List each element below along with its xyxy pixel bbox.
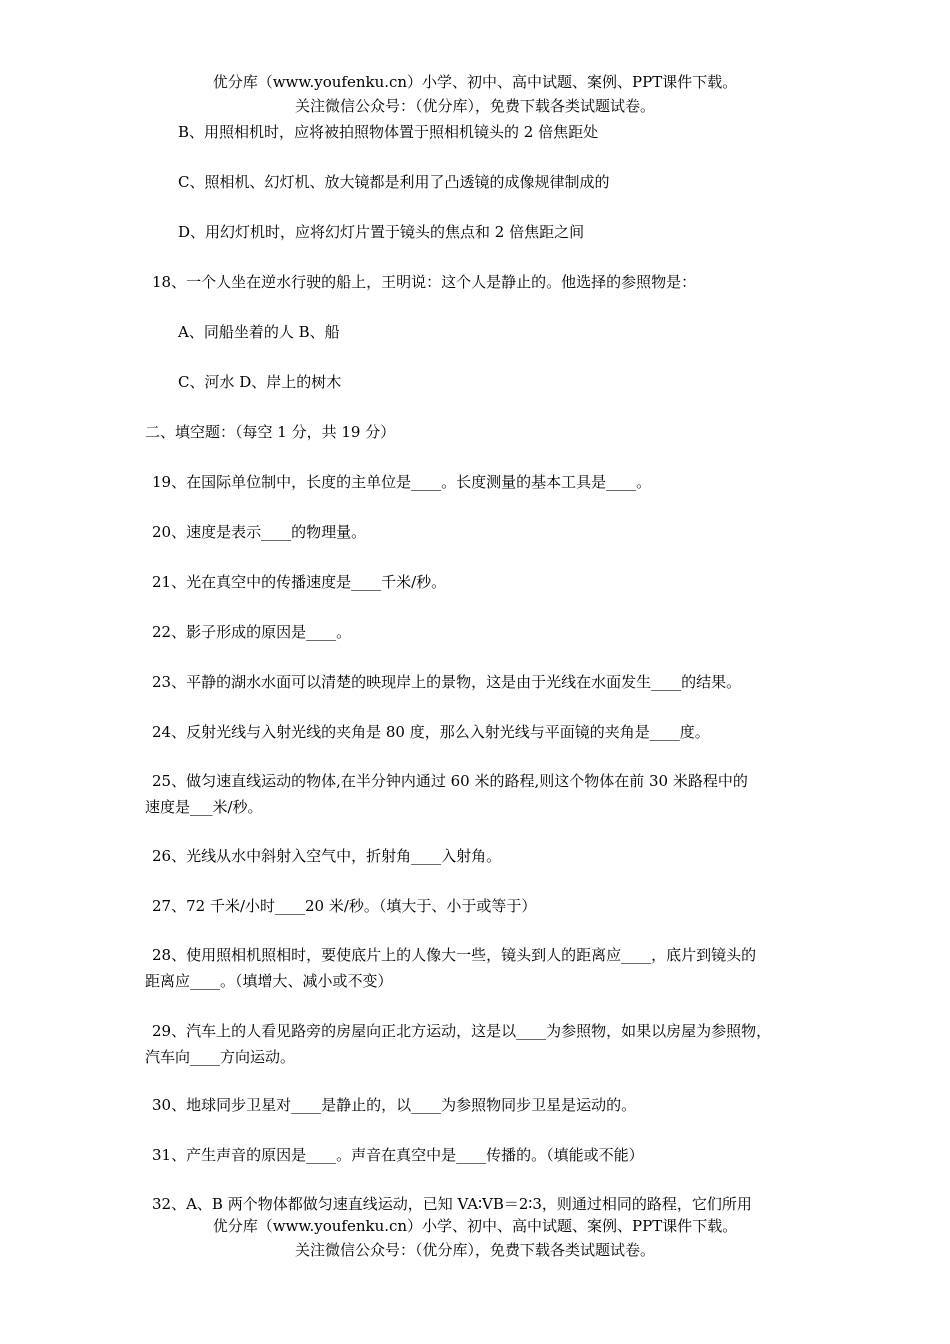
question-21: 21、光在真空中的传播速度是____千米/秒。 (152, 573, 447, 591)
question-27: 27、72 千米/小时____20 米/秒。（填大于、小于或等于） (152, 897, 537, 915)
question-25-line-2: 速度是___米/秒。 (145, 798, 263, 816)
q17-option-c: C、照相机、幻灯机、放大镜都是利用了凸透镜的成像规律制成的 (178, 173, 610, 191)
q17-option-d: D、用幻灯机时，应将幻灯片置于镜头的焦点和 2 倍焦距之间 (178, 223, 585, 241)
question-29-line-1: 29、汽车上的人看见路旁的房屋向正北方运动，这是以____为参照物，如果以房屋为参照物， (152, 1022, 772, 1040)
footer-line-2: 关注微信公众号：（优分库），免费下载各类试题试卷。 (294, 1241, 655, 1259)
question-19: 19、在国际单位制中，长度的主单位是____。长度测量的基本工具是____。 (152, 473, 652, 491)
q18-options-ab: A、同船坐着的人 B、船 (178, 323, 340, 341)
question-24: 24、反射光线与入射光线的夹角是 80 度，那么入射光线与平面镜的夹角是____度。 (152, 723, 710, 741)
question-31: 31、产生声音的原因是____。声音在真空中是____传播的。（填能或不能） (152, 1146, 644, 1164)
header-line-1: 优分库（www.youfenku.cn）小学、初中、高中试题、案例、PPT课件下载。 (212, 73, 738, 91)
question-25-line-1: 25、做匀速直线运动的物体,在半分钟内通过 60 米的路程,则这个物体在前 30 米路程中的 (152, 772, 748, 790)
question-28-line-1: 28、使用照相机照相时，要使底片上的人像大一些，镜头到人的距离应____，底片到镜头的 (152, 946, 757, 964)
question-32: 32、A、B 两个物体都做匀速直线运动，已知 VA∶VB＝2∶3，则通过相同的路程，它们所用 (152, 1195, 752, 1213)
footer-line-1: 优分库（www.youfenku.cn）小学、初中、高中试题、案例、PPT课件下载。 (212, 1217, 738, 1235)
question-28 (145, 942, 815, 994)
question-22: 22、影子形成的原因是____。 (152, 623, 352, 641)
question-25 (145, 768, 815, 820)
q17-option-b: B、用照相机时，应将被拍照物体置于照相机镜头的 2 倍焦距处 (178, 123, 599, 141)
q18-stem: 18、一个人坐在逆水行驶的船上，王明说：这个人是静止的。他选择的参照物是： (152, 273, 697, 291)
page-header (0, 70, 950, 118)
q18-options-cd: C、河水 D、岸上的树木 (178, 373, 342, 391)
header-line-2: 关注微信公众号：（优分库），免费下载各类试题试卷。 (294, 97, 655, 115)
question-28-line-2: 距离应____。（填增大、减小或不变） (145, 972, 393, 990)
question-20: 20、速度是表示____的物理量。 (152, 523, 367, 541)
question-29 (145, 1018, 815, 1070)
question-30: 30、地球同步卫星对____是静止的，以____为参照物同步卫星是运动的。 (152, 1096, 637, 1114)
page-footer (0, 1214, 950, 1262)
section-title-fill-in: 二、填空题：（每空 1 分，共 19 分） (145, 423, 396, 441)
question-29-line-2: 汽车向____方向运动。 (145, 1048, 296, 1066)
question-23: 23、平静的湖水水面可以清楚的映现岸上的景物，这是由于光线在水面发生____的结果。 (152, 673, 742, 691)
question-26: 26、光线从水中斜射入空气中，折射角____入射角。 (152, 847, 502, 865)
